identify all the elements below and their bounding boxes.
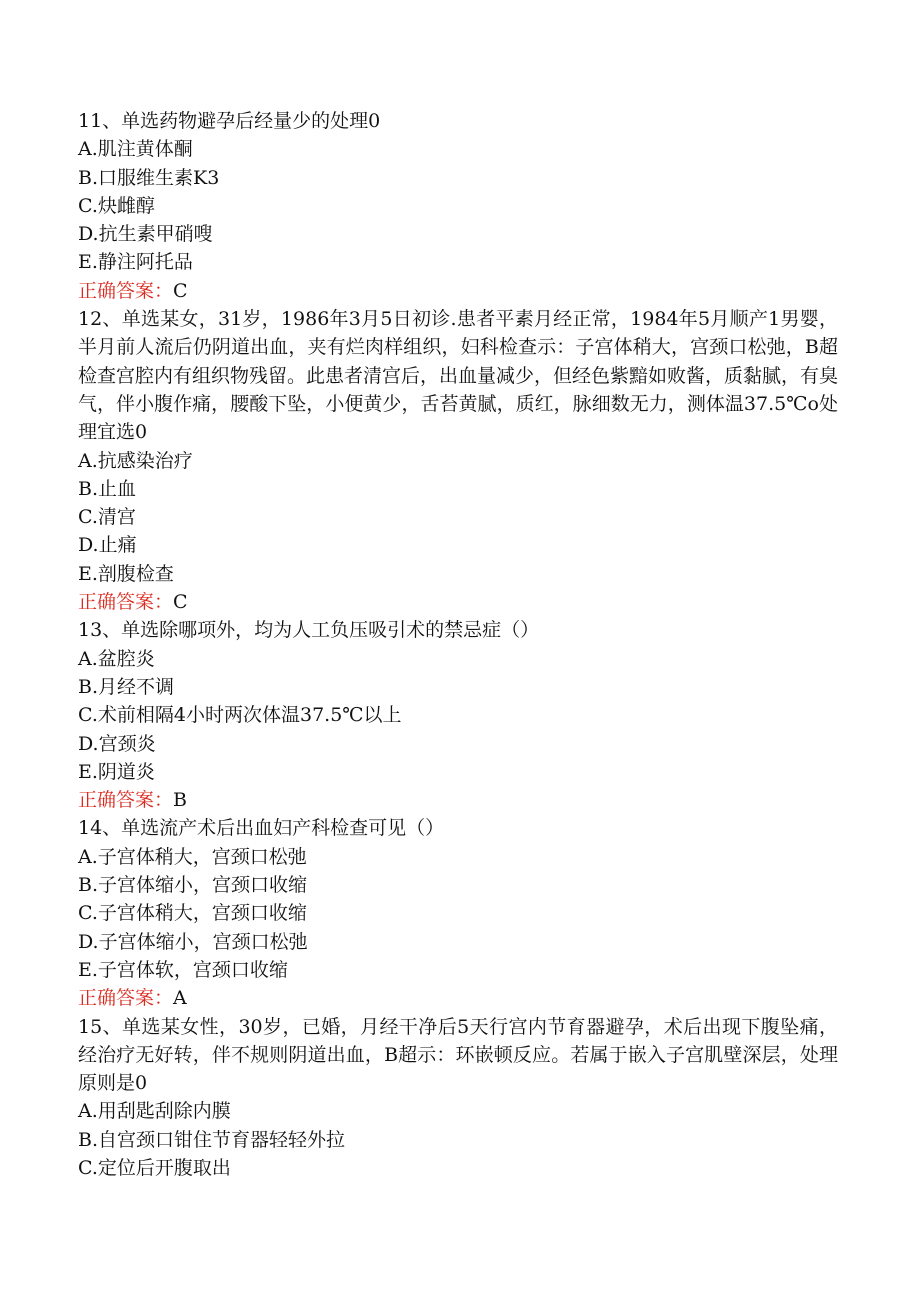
answer-label: 正确答案：: [78, 789, 174, 812]
answer-label: 正确答案：: [78, 279, 174, 302]
answer-label: 正确答案：: [78, 591, 174, 614]
answer-value: A: [173, 987, 187, 1010]
option-d: D.子宫体缩小，宫颈口松弛: [78, 930, 308, 953]
question-stem: 15、单选某女性，30岁，已婚，月经干净后5天行宫内节育器避孕，术后出现下腹坠痛，经治疗无好转，伴不规则阴道出血，B超示：环嵌顿反应。若属于嵌入子宫肌壁深层，处理原则是0: [78, 1015, 838, 1095]
question-stem: 11、单选药物避孕后经量少的处理0: [78, 110, 381, 132]
answer-value: C: [173, 279, 188, 302]
option-a: A.子宫体稍大，宫颈口松弛: [78, 845, 307, 868]
answer-value: B: [173, 789, 187, 812]
option-e: E.阴道炎: [78, 760, 155, 783]
option-e: E.静注阿托品: [78, 251, 193, 274]
option-a: A.盆腔炎: [78, 647, 155, 670]
question-15: [78, 1013, 838, 1183]
question-14: [78, 814, 838, 1012]
option-c: C.炔雌醇: [78, 194, 155, 217]
option-b: B.止血: [78, 477, 137, 500]
question-11: [78, 107, 838, 305]
question-12: [78, 305, 838, 616]
option-b: B.子宫体缩小，宫颈口收缩: [78, 874, 308, 897]
option-c: C.清宫: [78, 506, 136, 529]
answer-value: C: [173, 591, 188, 614]
answer-row: [78, 588, 838, 616]
option-a: A.肌注黄体酮: [78, 138, 193, 161]
option-b: B.月经不调: [78, 675, 175, 698]
option-e: E.剖腹检查: [78, 562, 174, 585]
option-b: B.自宫颈口钳住节育器轻轻外拉: [78, 1128, 346, 1151]
option-c: C.定位后开腹取出: [78, 1156, 231, 1179]
answer-row: [78, 786, 838, 814]
option-a: A.抗感染治疗: [78, 449, 193, 472]
option-c: C.术前相隔4小时两次体温37.5℃以上: [78, 704, 402, 727]
option-b: B.口服维生素K3: [78, 166, 220, 189]
answer-row: [78, 277, 838, 305]
option-c: C.子宫体稍大，宫颈口收缩: [78, 902, 307, 925]
option-d: D.止痛: [78, 534, 137, 557]
option-a: A.用刮匙刮除内膜: [78, 1100, 231, 1123]
question-stem: 13、单选除哪项外，均为人工负压吸引术的禁忌症（）: [78, 619, 540, 642]
answer-row: [78, 984, 838, 1012]
option-d: D.宫颈炎: [78, 732, 156, 755]
option-d: D.抗生素甲硝嗖: [78, 223, 213, 246]
document-page: [78, 107, 838, 1182]
question-stem: 14、单选流产术后出血妇产科检查可见（）: [78, 817, 445, 840]
question-13: [78, 616, 838, 814]
answer-label: 正确答案：: [78, 987, 174, 1010]
question-stem: 12、单选某女，31岁，1986年3月5日初诊.患者平素月经正常，1984年5月顺产1男婴，半月前人流后仍阴道出血，夹有烂肉样组织，妇科检查示：子宫体稍大，宫颈口松弛，B超检查宫腔内有组织物残留。此患者清宫后，出血量减少，但经色紫黯如败酱，质黏腻，有臭气，伴小腹作痛，腰酸下坠，小便黄少，舌苔黄腻，质红，脉细数无力，测体温37.5℃o处理宜选0: [78, 308, 839, 444]
option-e: E.子宫体软，宫颈口收缩: [78, 958, 288, 981]
